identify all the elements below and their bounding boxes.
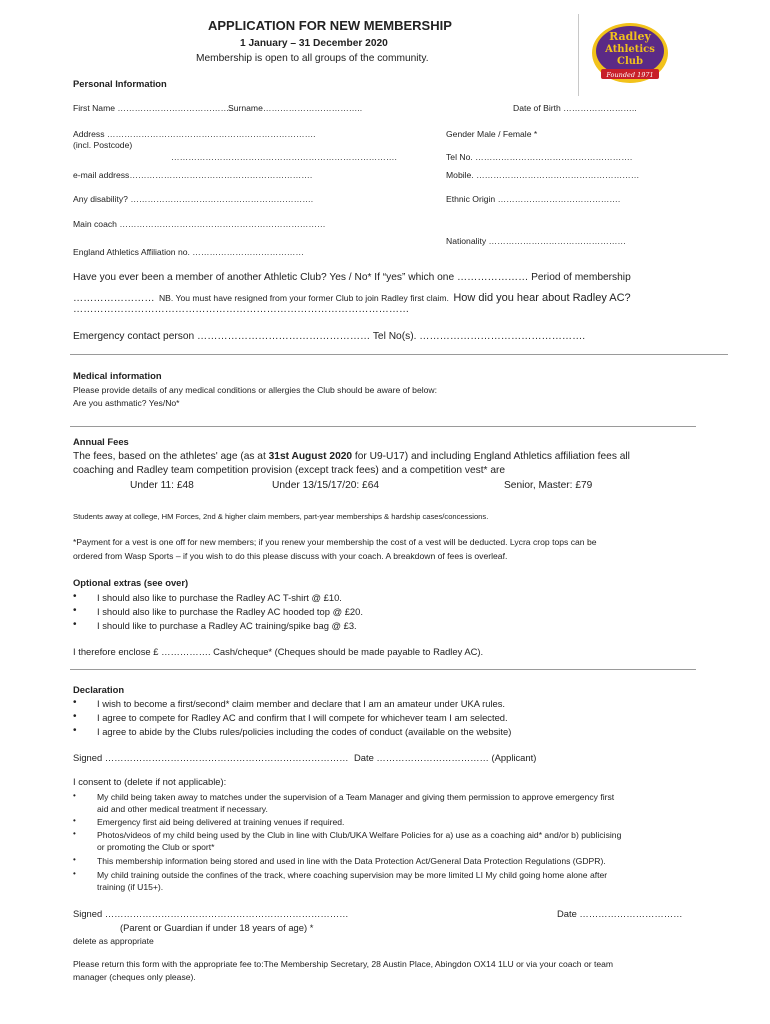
bullet-icon: • [73,619,77,630]
consent-outside-track-cont: training (if U15+). [97,882,164,892]
address-field[interactable]: Address ………………………………………………………………. [73,129,316,139]
consent-first-aid[interactable]: Emergency first aid being delivered at training venues if required. [97,817,345,827]
extra-tshirt[interactable]: I should also like to purchase the Radley AC T-shirt @ £10. [97,592,342,603]
concessions-note: Students away at college, HM Forces, 2nd & higher claim members, part-year memberships & hardship cases/concessions. [73,512,489,521]
logo-line2: Athletics [605,44,655,55]
declaration-item-amateur: I wish to become a first/second* claim member and declare that I am an amateur under UKA rules. [97,698,506,709]
bullet-icon: • [73,697,77,708]
page-title: APPLICATION FOR NEW MEMBERSHIP [208,18,452,33]
fee-under11: Under 11: £48 [130,480,194,491]
how-heard-question: How did you hear about Radley AC? [453,292,631,304]
applicant-date-field[interactable]: Date ……………………………… (Applicant) [354,752,537,763]
surname-field[interactable]: Surname…………………………….. [228,103,363,113]
mobile-field[interactable]: Mobile. ………………………………………………… [446,170,640,180]
extra-bag[interactable]: I should like to purchase a Radley AC training/spike bag @ £3. [97,620,357,631]
fees-heading: Annual Fees [73,436,129,447]
asthma-question[interactable]: Are you asthmatic? Yes/No* [73,398,180,408]
tagline: Membership is open to all groups of the community. [196,53,429,64]
consent-matches-cont: aid and other medical treatment if necessary. [97,804,268,814]
extra-hoodie[interactable]: I should also like to purchase the Radley AC hooded top @ £20. [97,606,363,617]
resign-note: NB. You must have resigned from your former Club to join Radley first claim. [158,293,449,303]
email-field[interactable]: e-mail address………………………………………………………. [73,170,313,180]
return-instructions-2: manager (cheques only please). [73,972,196,982]
disability-field[interactable]: Any disability? ………………………………………………………. [73,194,314,204]
bullet-icon: • [73,711,77,722]
previous-club-question[interactable]: Have you ever been a member of another Athletic Club? Yes / No* If “yes” which one ………………… Period of membership [73,272,631,283]
how-heard-field[interactable]: ……………………………………………………………………………………… [73,304,410,315]
consent-outside-track[interactable]: My child training outside the confines of the track, where coaching supervision may be more limited LI My child going home alone after [97,870,608,880]
vest-note-2: ordered from Wasp Sports – if you wish to do this please discuss with your coach. A breakdown of fees is overleaf. [73,551,508,561]
fee-senior: Senior, Master: £79 [504,480,593,491]
ea-affiliation-field[interactable]: England Athletics Affiliation no. ………………………………… [73,247,304,257]
delete-note: delete as appropriate [73,936,154,946]
consent-heading: I consent to (delete if not applicable): [73,776,227,787]
extras-heading: Optional extras (see over) [73,577,189,588]
medical-instructions: Please provide details of any medical conditions or allergies the Club should be aware of below: [73,385,438,395]
fees-description-2: coaching and Radley team competition provision (except track fees) and a competition vest* are [73,465,506,476]
fees-description: The fees, based on the athletes' age (as at 31st August 2020 for U9-U17) and including England Athletics affiliation fees all [73,451,630,462]
bullet-icon: • [73,725,77,736]
logo-line3: Club [616,56,644,67]
return-instructions: Please return this form with the appropriate fee to:The Membership Secretary, 28 Austin Place, Abingdon OX14 1LU or via your coach or team [73,959,614,969]
bullet-icon: • [73,855,76,864]
guardian-date-field[interactable]: Date …………………………… [557,908,683,919]
guardian-note: (Parent or Guardian if under 18 years of age) * [120,922,314,933]
bullet-icon: • [73,605,77,616]
nationality-field[interactable]: Nationality ………………………………………… [446,236,627,246]
fee-under13-20: Under 13/15/17/20: £64 [272,480,380,491]
ethnic-origin-field[interactable]: Ethnic Origin ……………………………………. [446,194,621,204]
header-divider [578,14,579,96]
consent-photos-cont: or promoting the Club or sport* [97,842,215,852]
first-name-field[interactable]: First Name …………………………………. [73,103,232,113]
tel-field[interactable]: Tel No. ………………………………………………. [446,152,633,162]
logo-line1: Radley [609,30,651,43]
vest-note: *Payment for a vest is one off for new members; if you renew your membership the cost of a vest will be deducted. Lycra crop tops can be [73,537,597,547]
membership-dates: 1 January – 31 December 2020 [240,38,388,49]
personal-heading: Personal Information [73,78,167,89]
bullet-icon: • [73,869,76,878]
gender-field[interactable]: Gender Male / Female * [446,129,538,139]
consent-photos[interactable]: Photos/videos of my child being used by the Club in line with Club/UKA Welfare Policies for a) use as a coaching aid* and/or b) publicising [97,830,622,840]
dob-field[interactable]: Date of Birth …………………….. [513,103,637,113]
bullet-icon: • [73,816,76,825]
consent-matches[interactable]: My child being taken away to matches under the supervision of a Team Manager and giving them permission to approve emergency first [97,792,615,802]
logo-founded: Founded 1971 [606,71,654,79]
address-line2-field[interactable]: ……………………………………………………………………. [171,152,397,162]
period-dots[interactable]: …………………… [73,293,155,304]
section-divider [70,426,696,427]
applicant-signature-field[interactable]: Signed …………………………………………………………………… [73,752,349,763]
emergency-contact-field[interactable]: Emergency contact person …………………………………………… Tel No(s). …………………………………………. [73,331,586,342]
bullet-icon: • [73,791,76,800]
section-divider [70,669,696,670]
bullet-icon: • [73,591,77,602]
declaration-item-compete: I agree to compete for Radley AC and confirm that I will compete for whichever team I am selected. [97,712,508,723]
club-logo [591,22,669,84]
medical-heading: Medical information [73,370,162,381]
enclose-field[interactable]: I therefore enclose £ ……………. Cash/cheque* (Cheques should be made payable to Radley AC). [73,646,484,657]
declaration-item-rules: I agree to abide by the Clubs rules/policies including the codes of conduct (available on the website) [97,726,512,737]
declaration-heading: Declaration [73,684,125,695]
postcode-label: (incl. Postcode) [73,140,133,150]
main-coach-field[interactable]: Main coach ……………………………………………………………… [73,219,326,229]
consent-data-protection[interactable]: This membership information being stored and used in line with the Data Protection Act/General Data Protection Regulations (GDPR). [97,856,606,866]
guardian-signature-field[interactable]: Signed …………………………………………………………………… [73,908,349,919]
section-divider [70,354,728,355]
bullet-icon: • [73,829,76,838]
